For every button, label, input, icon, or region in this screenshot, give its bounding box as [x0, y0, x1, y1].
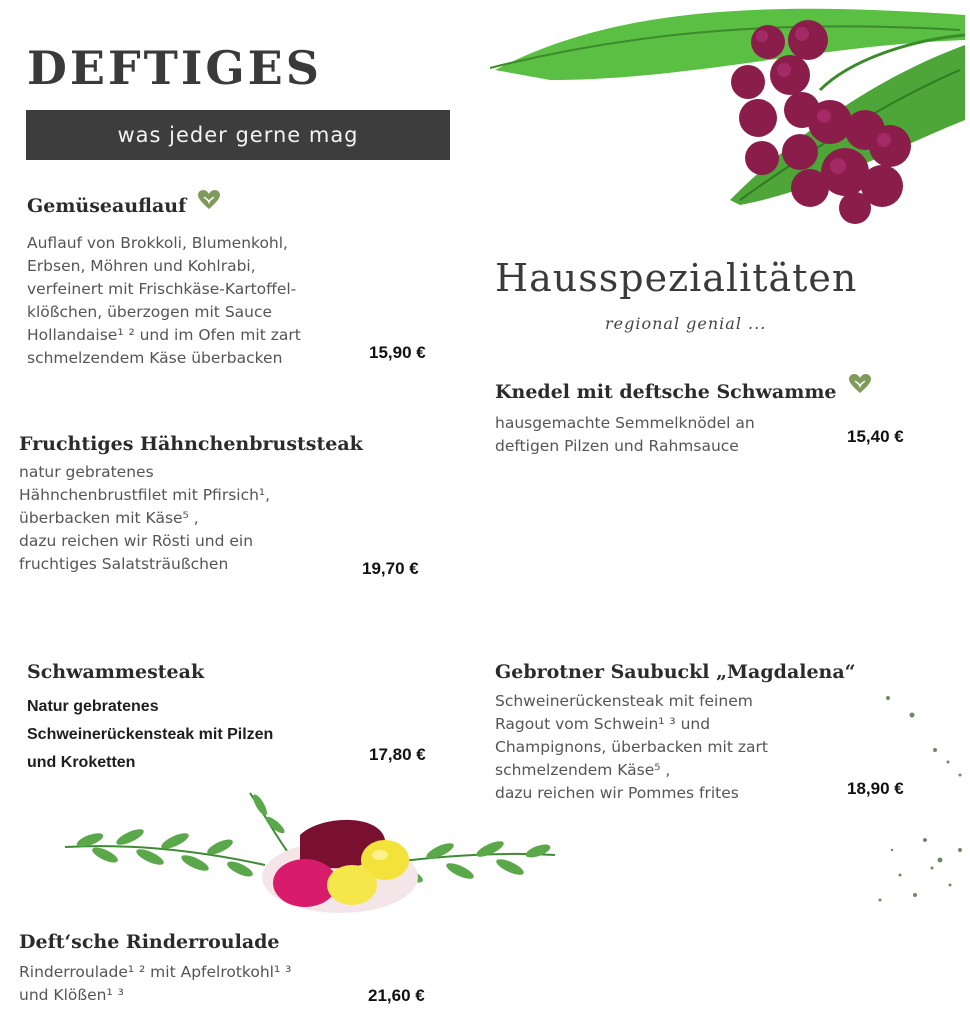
specialties-subtitle: regional genial ... [605, 314, 767, 333]
dish-knedel [495, 381, 872, 403]
dish-description: hausgemachte Semmelknödel an deftigen Pilzen und Rahmsauce [495, 414, 755, 455]
dish-name: Gemüseauflauf [27, 195, 187, 217]
heart-leaf-icon [197, 189, 221, 211]
red-cabbage-dumplings-illustration [60, 785, 560, 920]
heart-leaf-icon [848, 373, 872, 395]
dish-description: natur gebratenes Hähnchenbrustfilet mit Pfirsich¹, überbacken mit Käse⁵ , dazu reichen wir Rösti und ein fruchtiges Salatsträußchen [19, 463, 271, 573]
dish-name: Gebrotner Saubuckl „Magdalena“ [495, 661, 856, 683]
dish-price: 19,70 € [362, 559, 419, 578]
dish-price: 15,40 € [847, 427, 904, 446]
dish-description: Auflauf von Brokkoli, Blumenkohl, Erbsen, Möhren und Kohlrabi, verfeinert mit Frischkäse-Kartoffel- klößchen, überzogen mit Sauce Hollandaise¹ ² und im Ofen mit zart schmelzendem Käse überbacken [27, 234, 301, 367]
dish-description: Natur gebratenes Schweinerückensteak mit Pilzen und Kroketten [27, 698, 274, 771]
dish-description: Rinderroulade¹ ² mit Apfelrotkohl¹ ³ und Klößen¹ ³ [19, 963, 292, 1004]
menu-section-tagline: was jeder gerne mag [117, 123, 359, 147]
speckle-decoration [820, 690, 970, 920]
dish-name: Schwammesteak [27, 661, 205, 683]
menu-section-title: DEFTIGES [27, 41, 322, 95]
dish-name: Knedel mit deftsche Schwamme [495, 381, 837, 403]
dish-price: 15,90 € [369, 343, 426, 362]
berries-leaf-illustration [490, 0, 970, 225]
dish-name: Fruchtiges Hähnchenbruststeak [19, 433, 363, 455]
dish-price: 21,60 € [368, 986, 425, 1005]
dish-price: 18,90 € [847, 779, 904, 798]
dish-gemueseauflauf [27, 195, 221, 217]
specialties-title: Hausspezialitäten [495, 256, 858, 300]
dish-price: 17,80 € [369, 745, 426, 764]
dish-description: Schweinerückensteak mit feinem Ragout vom Schwein¹ ³ und Champignons, überbacken mit zart schmelzendem Käse⁵ , dazu reichen wir Pommes frites [495, 692, 768, 802]
dish-name: Deft‘sche Rinderroulade [19, 931, 280, 953]
